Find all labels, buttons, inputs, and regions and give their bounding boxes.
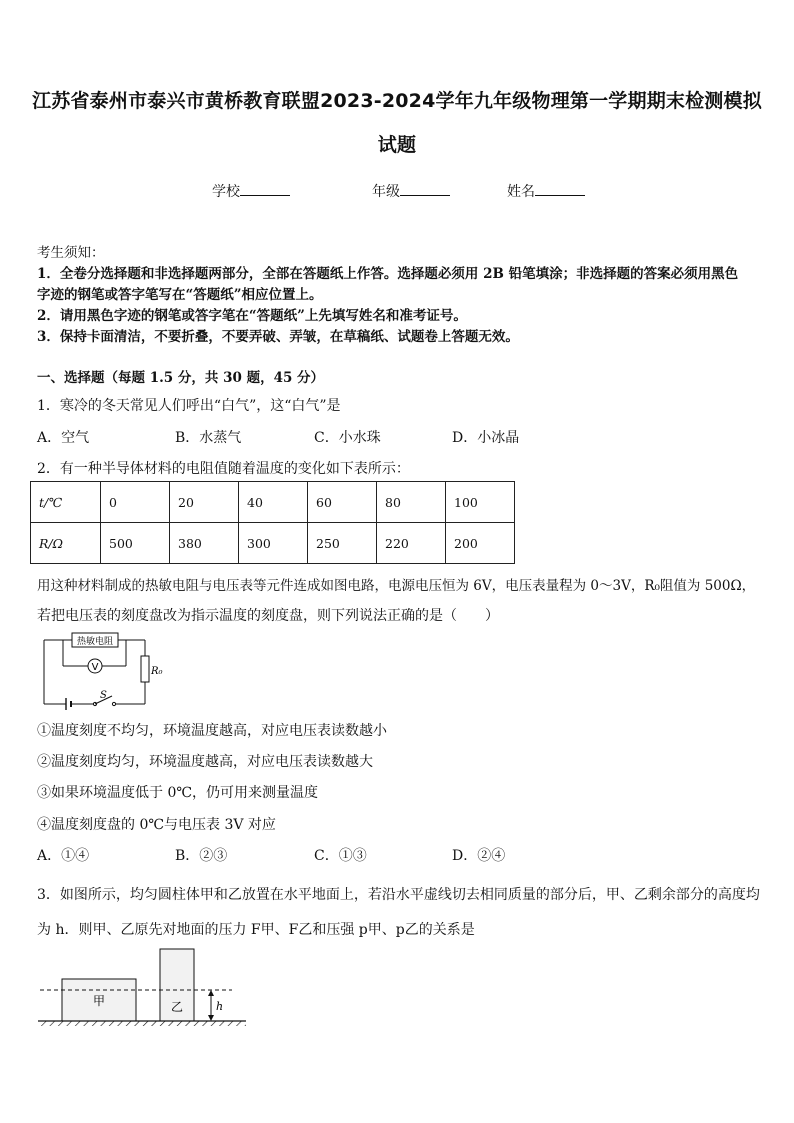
notice-heading: 考生须知： [37,245,105,261]
q3-line1: 3．如图所示，均匀圆柱体甲和乙放置在水平地面上，若沿水平虚线切去相同质量的部分后，甲、乙剩余部分的高度均 [37,887,760,903]
q2-statement-2: ②温度刻度均匀，环境温度越高，对应电压表读数越大 [37,754,373,770]
q1-option-a[interactable]: A．空气 [37,430,90,446]
school-label: 学校 [212,184,240,200]
table-row [31,523,515,564]
table-cell: 100 [446,482,515,523]
q2-statement-3: ③如果环境温度低于 0℃，仍可用来测量温度 [37,785,319,801]
school-blank[interactable] [240,183,290,196]
page-title: 江苏省泰州市泰兴市黄桥教育联盟2023-2024学年九年级物理第一学期期末检测模拟 [32,90,762,112]
notice-line1a: 1．全卷分选择题和非选择题两部分，全部在答题纸上作答。选择题必须用 2B 铅笔填涂；非选择题的答案必须用黑色 [37,266,739,282]
grade-label: 年级 [372,184,400,200]
name-field[interactable] [507,181,585,201]
q1-option-d[interactable]: D．小冰晶 [452,430,520,446]
table-header-cell: R/Ω [31,523,101,564]
grade-field[interactable] [372,181,450,201]
resistance-table [30,481,515,564]
ground-hatch [38,1021,246,1026]
notice-line2: 2．请用黑色字迹的钢笔或答字笔在“答题纸”上先填写姓名和准考证号。 [37,308,467,324]
cylinder-a-label: 甲 [92,994,106,1008]
table-cell: 0 [101,482,170,523]
circuit-diagram [38,630,168,710]
table-row [31,482,515,523]
voltmeter-label: V [91,662,99,673]
name-blank[interactable] [535,183,585,196]
table-cell: 80 [377,482,446,523]
q2-option-c[interactable]: C．①③ [314,848,367,864]
table-cell: 60 [308,482,377,523]
q2-stem: 2．有一种半导体材料的电阻值随着温度的变化如下表所示： [37,461,410,477]
cylinder-b-label: 乙 [170,1000,184,1014]
h-label: h [216,1000,224,1013]
q1-option-c[interactable]: C．小水珠 [314,430,381,446]
table-cell: 220 [377,523,446,564]
page-title-line2: 试题 [377,134,417,156]
table-cell: 500 [101,523,170,564]
section-heading: 一、选择题（每题 1.5 分，共 30 题，45 分） [37,370,325,386]
switch-label: S [100,690,107,701]
q2-para2: 若把电压表的刻度盘改为指示温度的刻度盘，则下列说法正确的是（ ） [37,608,499,624]
notice-line3: 3．保持卡面清洁，不要折叠，不要弄破、弄皱，在草稿纸、试题卷上答题无效。 [37,329,519,345]
table-cell: 20 [170,482,239,523]
q1-stem: 1．寒冷的冬天常见人们呼出“白气”，这“白气”是 [37,398,341,414]
thermistor-label: 热敏电阻 [76,637,114,647]
table-cell: 380 [170,523,239,564]
cylinders-figure [36,946,251,1031]
table-cell: 300 [239,523,308,564]
q2-option-d[interactable]: D．②④ [452,848,506,864]
q2-option-a[interactable]: A．①④ [37,848,90,864]
q2-para1: 用这种材料制成的热敏电阻与电压表等元件连成如图电路，电源电压恒为 6V，电压表量程为 0～3V，R₀阻值为 500Ω， [37,578,756,594]
name-label: 姓名 [507,184,535,200]
table-header-cell: t/℃ [31,482,101,523]
q2-statement-4: ④温度刻度盘的 0℃与电压表 3V 对应 [37,817,276,833]
q3-line2: 为 h．则甲、乙原先对地面的压力 F甲、F乙和压强 p甲、p乙的关系是 [37,922,475,938]
q2-option-b[interactable]: B．②③ [175,848,228,864]
notice-line1b: 字迹的钢笔或答字笔写在“答题纸”相应位置上。 [37,287,323,303]
school-field[interactable] [212,181,290,201]
q2-statement-1: ①温度刻度不均匀，环境温度越高，对应电压表读数越小 [37,723,387,739]
table-cell: 250 [308,523,377,564]
grade-blank[interactable] [400,183,450,196]
table-cell: 200 [446,523,515,564]
q1-option-b[interactable]: B．水蒸气 [175,430,242,446]
table-cell: 40 [239,482,308,523]
r0-label: R₀ [151,666,163,677]
